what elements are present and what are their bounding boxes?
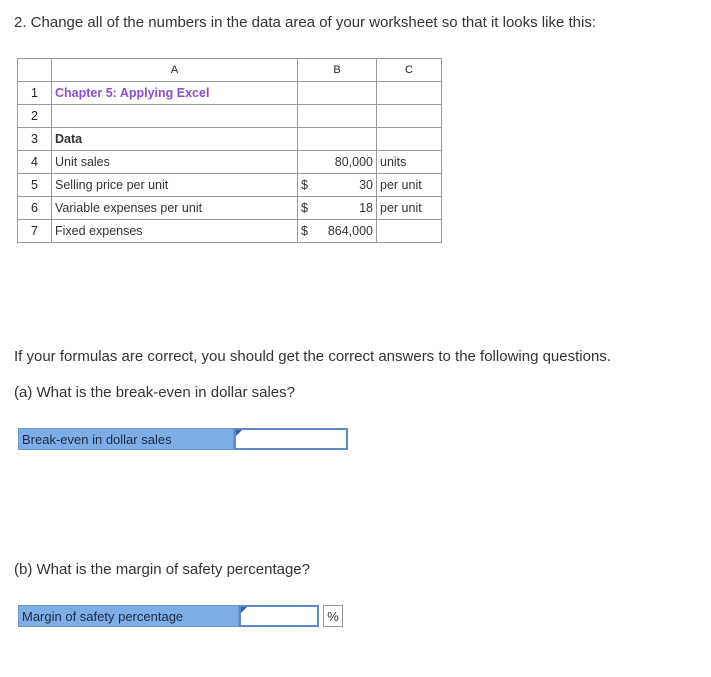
table-row — [18, 197, 442, 220]
table-row — [18, 82, 442, 105]
row-number: 4 — [18, 151, 52, 174]
cell-a6: Variable expenses per unit — [52, 197, 298, 220]
percent-unit: % — [323, 605, 343, 627]
cell-b4: 80,000 — [298, 151, 377, 174]
cell-a1: Chapter 5: Applying Excel — [52, 82, 298, 105]
cell-b3 — [298, 128, 377, 151]
cell-c3 — [377, 128, 442, 151]
table-row — [18, 128, 442, 151]
cell-value: 30 — [359, 178, 373, 192]
cell-c5: per unit — [377, 174, 442, 197]
column-header-row — [18, 59, 442, 82]
answer-b-row — [18, 605, 343, 627]
row-number: 2 — [18, 105, 52, 128]
currency-symbol: $ — [301, 178, 308, 192]
col-header-b: B — [298, 59, 377, 82]
table-row — [18, 220, 442, 243]
question-a: (a) What is the break-even in dollar sales? — [14, 384, 295, 401]
row-number: 3 — [18, 128, 52, 151]
table-row — [18, 174, 442, 197]
answer-b-label: Margin of safety percentage — [18, 605, 239, 627]
cell-c7 — [377, 220, 442, 243]
cell-c1 — [377, 82, 442, 105]
cell-c2 — [377, 105, 442, 128]
corner-cell — [18, 59, 52, 82]
instruction-text: 2. Change all of the numbers in the data area of your worksheet so that it looks like this: — [14, 14, 596, 31]
question-intro: If your formulas are correct, you should get the correct answers to the following questions. — [14, 348, 611, 365]
cell-a2 — [52, 105, 298, 128]
table-row — [18, 151, 442, 174]
break-even-input[interactable] — [234, 428, 348, 450]
col-header-c: C — [377, 59, 442, 82]
currency-symbol: $ — [301, 201, 308, 215]
answer-a-label: Break-even in dollar sales — [18, 428, 234, 450]
currency-symbol: $ — [301, 224, 308, 238]
cell-c4: units — [377, 151, 442, 174]
row-number: 7 — [18, 220, 52, 243]
cell-value: 864,000 — [327, 224, 373, 238]
row-number: 5 — [18, 174, 52, 197]
col-header-a: A — [52, 59, 298, 82]
cell-a4: Unit sales — [52, 151, 298, 174]
cell-a3: Data — [52, 128, 298, 151]
row-number: 1 — [18, 82, 52, 105]
cell-b5 — [298, 174, 377, 197]
cell-b7 — [298, 220, 377, 243]
cell-b6 — [298, 197, 377, 220]
answer-a-row — [18, 428, 348, 450]
cell-a5: Selling price per unit — [52, 174, 298, 197]
cell-b2 — [298, 105, 377, 128]
cell-a7: Fixed expenses — [52, 220, 298, 243]
cell-b1 — [298, 82, 377, 105]
question-b: (b) What is the margin of safety percentage? — [14, 561, 310, 578]
worksheet-table — [17, 58, 442, 243]
cell-value: 18 — [359, 201, 373, 215]
row-number: 6 — [18, 197, 52, 220]
margin-of-safety-input[interactable] — [239, 605, 319, 627]
table-row — [18, 105, 442, 128]
cell-c6: per unit — [377, 197, 442, 220]
